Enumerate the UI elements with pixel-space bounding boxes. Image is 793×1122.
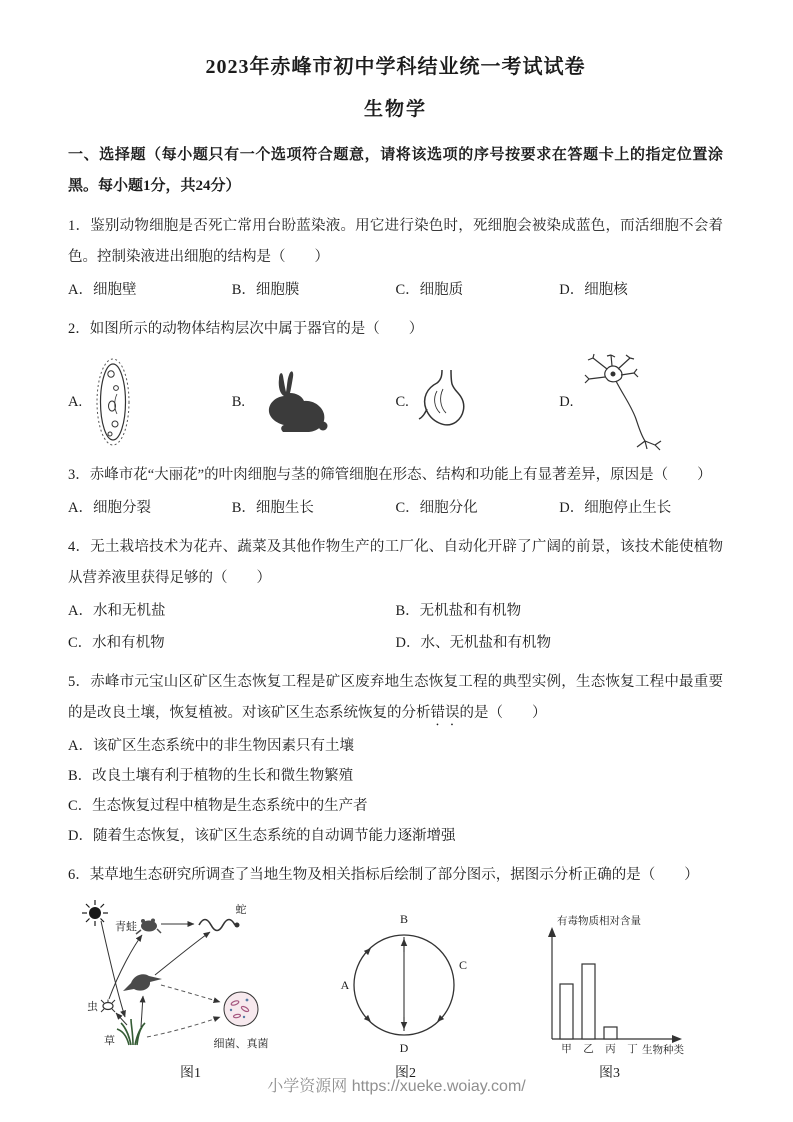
figure-3-caption: 图3 <box>599 1066 620 1081</box>
question-3-option-c: C．细胞分化 <box>395 500 478 516</box>
question-3-options <box>68 493 723 523</box>
question-3 <box>68 460 723 523</box>
figure-2-caption: 图2 <box>395 1066 416 1081</box>
section-heading: 一、选择题（每小题只有一个选项符合题意，请将该选项的序号按要求在答题卡上的指定位置涂黑。每小题1分，共24分） <box>68 147 723 194</box>
cycle-label-d: D <box>399 1041 408 1055</box>
question-2-option-a <box>68 355 232 449</box>
footer-watermark: 小学资源网 https://xueke.woiay.com/ <box>267 1078 526 1095</box>
rabbit-image <box>253 369 331 435</box>
question-3-option-a: A．细胞分裂 <box>68 500 151 516</box>
question-3-option-b: B．细胞生长 <box>231 500 314 516</box>
question-5-option-c: C．生态恢复过程中植物是生态系统中的生产者 <box>68 798 368 814</box>
question-1-option-c: C．细胞质 <box>395 282 464 298</box>
exam-subject: 生物学 <box>363 99 427 120</box>
x-tick-label: 丙 <box>604 1044 616 1055</box>
question-5-option-d: D．随着生态恢复，该矿区生态系统的自动调节能力逐渐增强 <box>68 828 456 844</box>
question-4-option-b: B．无机盐和有机物 <box>395 603 522 619</box>
toxin-bar-chart <box>530 909 690 1057</box>
exam-title: 2023年赤峰市初中学科结业统一考试试卷 <box>205 56 586 78</box>
question-5-option-a: A．该矿区生态系统中的非生物因素只有土壤 <box>68 738 354 754</box>
decomposers-icon <box>224 992 258 1026</box>
question-1-option-b: B．细胞膜 <box>231 282 300 298</box>
figure-1 <box>68 897 313 1082</box>
question-5 <box>68 667 723 851</box>
question-6 <box>68 860 723 1082</box>
bar-甲 <box>560 984 573 1039</box>
question-5-text <box>68 667 723 729</box>
chart-x-label: 生物种类 <box>641 1045 684 1056</box>
chart-bars <box>560 964 638 1055</box>
snake-icon <box>199 920 240 931</box>
question-2-option-c <box>396 367 560 437</box>
question-2-options <box>68 353 723 451</box>
food-web-dashed-arrows <box>147 985 220 1037</box>
bar-乙 <box>582 964 595 1039</box>
question-2-text: 2．如图所示的动物体结构层次中属于器官的是（ ） <box>68 321 424 337</box>
stomach-image <box>417 367 471 437</box>
neuron-image <box>581 353 673 451</box>
decomposers-label: 细菌、真菌 <box>213 1038 268 1050</box>
question-4-text: 4．无土栽培技术为花卉、蔬菜及其他作物生产的工厂化、自动化开辟了广阔的前景，该技术能使植物从营养液里获得足够的（ ） <box>68 539 723 586</box>
question-4-options-row-1 <box>68 596 723 626</box>
paramecium-image <box>90 355 136 449</box>
question-5-option-b: B．改良土壤有利于植物的生长和微生物繁殖 <box>68 768 354 784</box>
question-1-text: 1．鉴别动物细胞是否死亡常用台盼蓝染液。用它进行染色时，死细胞会被染成蓝色，而活细胞不会着色。控制染液进出细胞的结构是（ ） <box>68 218 723 265</box>
question-1-options <box>68 275 723 305</box>
frog-label: 青蛙 <box>114 921 137 933</box>
cycle-label-a: A <box>340 978 349 992</box>
insect-icon <box>101 1000 115 1013</box>
cycle-label-b: B <box>399 912 408 926</box>
food-web-arrows <box>101 921 210 1027</box>
question-2-option-d <box>559 353 723 451</box>
food-web-figure <box>81 897 301 1057</box>
cycle-diagram-figure <box>336 907 476 1057</box>
question-2 <box>68 314 723 451</box>
figure-1-caption: 图1 <box>180 1066 201 1081</box>
figure-3 <box>498 909 721 1082</box>
cycle-label-c: C <box>458 958 467 972</box>
question-6-text: 6．某草地生态研究所调查了当地生物及相关指标后绘制了部分图示，据图示分析正确的是（ ） <box>68 867 699 883</box>
question-5-text-emphasis: 错误 <box>430 705 460 721</box>
question-3-option-d: D．细胞停止生长 <box>559 500 672 516</box>
question-4 <box>68 532 723 658</box>
question-3-text: 3．赤峰市花“大丽花”的叶肉细胞与茎的筛管细胞在形态、结构和功能上有显著差异，原因是（ ） <box>68 467 712 483</box>
question-4-option-a: A．水和无机盐 <box>68 603 166 619</box>
question-4-options-row-2 <box>68 628 723 658</box>
x-axis-arrow <box>672 1035 682 1043</box>
question-1-option-d: D．细胞核 <box>559 282 628 298</box>
question-1 <box>68 211 723 305</box>
y-axis-arrow <box>548 927 556 937</box>
question-2-option-b-label: B. <box>231 393 246 410</box>
question-2-option-b <box>232 369 396 435</box>
x-tick-label: 丁 <box>626 1044 638 1055</box>
snake-label: 蛇 <box>235 904 246 916</box>
chart-title: 有毒物质相对含量 <box>556 916 641 927</box>
question-4-option-d: D．水、无机盐和有机物 <box>395 635 551 651</box>
x-tick-label: 乙 <box>582 1044 594 1055</box>
figure-2 <box>313 907 498 1082</box>
question-2-option-d-label: D. <box>559 393 574 410</box>
question-5-text-post: 的是（ ） <box>459 705 547 721</box>
question-2-option-c-label: C. <box>395 393 409 410</box>
x-tick-label: 甲 <box>560 1044 572 1055</box>
question-1-option-a: A．细胞壁 <box>68 282 137 298</box>
sun-icon <box>82 900 108 926</box>
question-2-option-a-label: A. <box>68 393 83 410</box>
question-5-options <box>68 731 723 851</box>
bird-icon <box>123 974 162 991</box>
grass-label: 草 <box>103 1035 115 1047</box>
insect-label: 虫 <box>86 1001 98 1013</box>
frog-icon <box>136 919 161 935</box>
question-4-option-c: C．水和有机物 <box>68 635 165 651</box>
question-6-figures <box>68 897 723 1082</box>
bar-丙 <box>604 1027 617 1039</box>
question-5-text-pre: 5．赤峰市元宝山区矿区生态恢复工程是矿区废弃地生态恢复工程的典型实例，生态恢复工程中最重要的是改良土壤，恢复植被。对该矿区生态系统恢复的分析 <box>68 674 723 721</box>
